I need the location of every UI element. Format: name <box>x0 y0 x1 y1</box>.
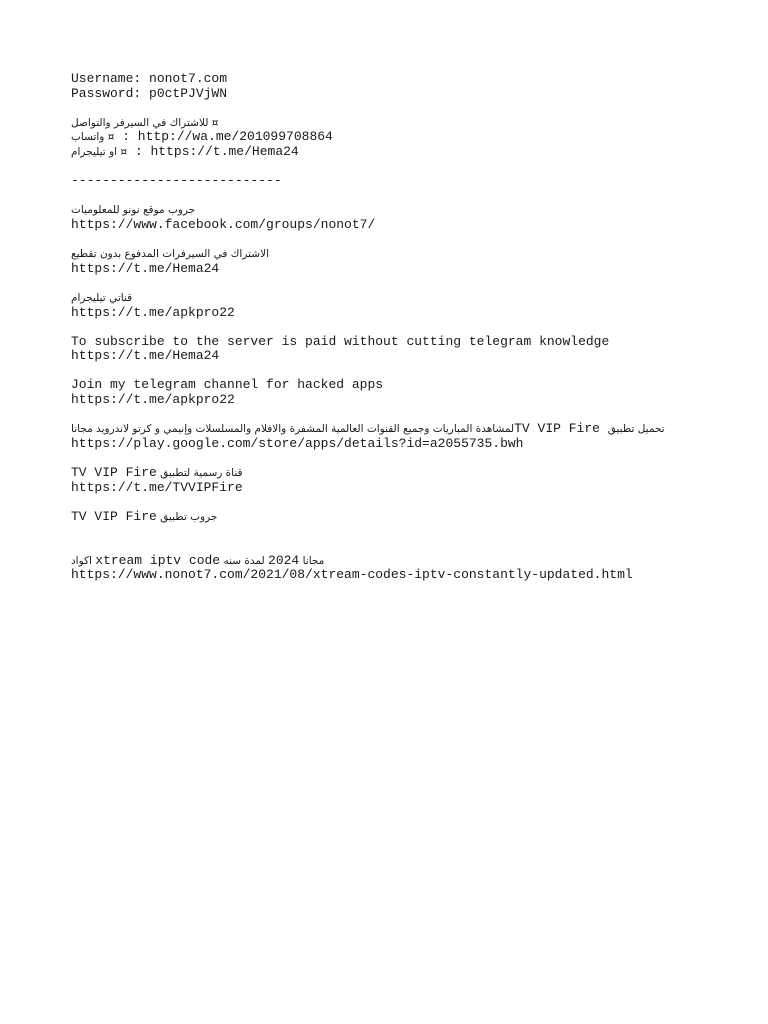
tvvip-group-label: TV VIP Fire جروب تطبيق <box>71 508 218 524</box>
telegram-link[interactable]: : https://t.me/Hema24 <box>127 143 299 159</box>
separator: --------------------------- <box>71 173 282 189</box>
tvvip-download-link[interactable]: https://play.google.com/store/apps/details?id=a2055735.bwh <box>71 435 524 451</box>
telegram-label: او تيليجرام ¤ <box>71 145 128 158</box>
telegram-channel-link[interactable]: https://t.me/apkpro22 <box>71 304 235 320</box>
join-en-label: Join my telegram channel for hacked apps <box>71 377 384 393</box>
whatsapp-line <box>71 130 751 145</box>
subscribe-en-link[interactable]: https://t.me/Hema24 <box>71 348 220 364</box>
tvvip-channel-link[interactable]: https://t.me/TVVIPFire <box>71 479 243 495</box>
paid-subscription-link[interactable]: https://t.me/Hema24 <box>71 260 220 276</box>
telegram-line <box>71 145 751 160</box>
join-en-link[interactable]: https://t.me/apkpro22 <box>71 392 235 408</box>
telegram-channel-label: قناتي تيليجرام <box>71 291 133 304</box>
paid-subscription-label: الاشتراك في السيرفرات المدفوع بدون تقطيع <box>71 248 269 261</box>
facebook-label: جروب موقع نونو للمعلوميات <box>71 204 196 217</box>
username-line: Username: nonot7.com <box>71 71 228 86</box>
tvvip-download-label: لمشاهدة المباريات وجميع القنوات العالمية المشفرة والافلام والمسلسلات وإنيمي و كرتو لاندرويد مجاناTV VIP Fire تحميل تطبيق <box>71 421 668 437</box>
whatsapp-label: واتساب ¤ <box>71 131 115 144</box>
xtream-label: اكواد xtream iptv code مجانا 2024 لمدة سنه <box>71 552 325 568</box>
tvvip-channel-label: TV VIP Fire قناة رسمية لتطبيق <box>71 465 243 481</box>
xtream-link[interactable]: https://www.nonot7.com/2021/08/xtream-codes-iptv-constantly-updated.html <box>71 567 633 583</box>
facebook-link[interactable]: https://www.facebook.com/groups/nonot7/ <box>71 216 376 232</box>
whatsapp-link[interactable]: : http://wa.me/201099708864 <box>114 129 333 145</box>
password-line: Password: p0ctPJVjWN <box>71 85 228 101</box>
subscribe-en-label: To subscribe to the server is paid without cutting telegram knowledge <box>71 333 610 349</box>
contact-heading: ¤ للاشتراك في السيرفر والتواصل <box>71 116 219 129</box>
document-page <box>71 72 751 583</box>
